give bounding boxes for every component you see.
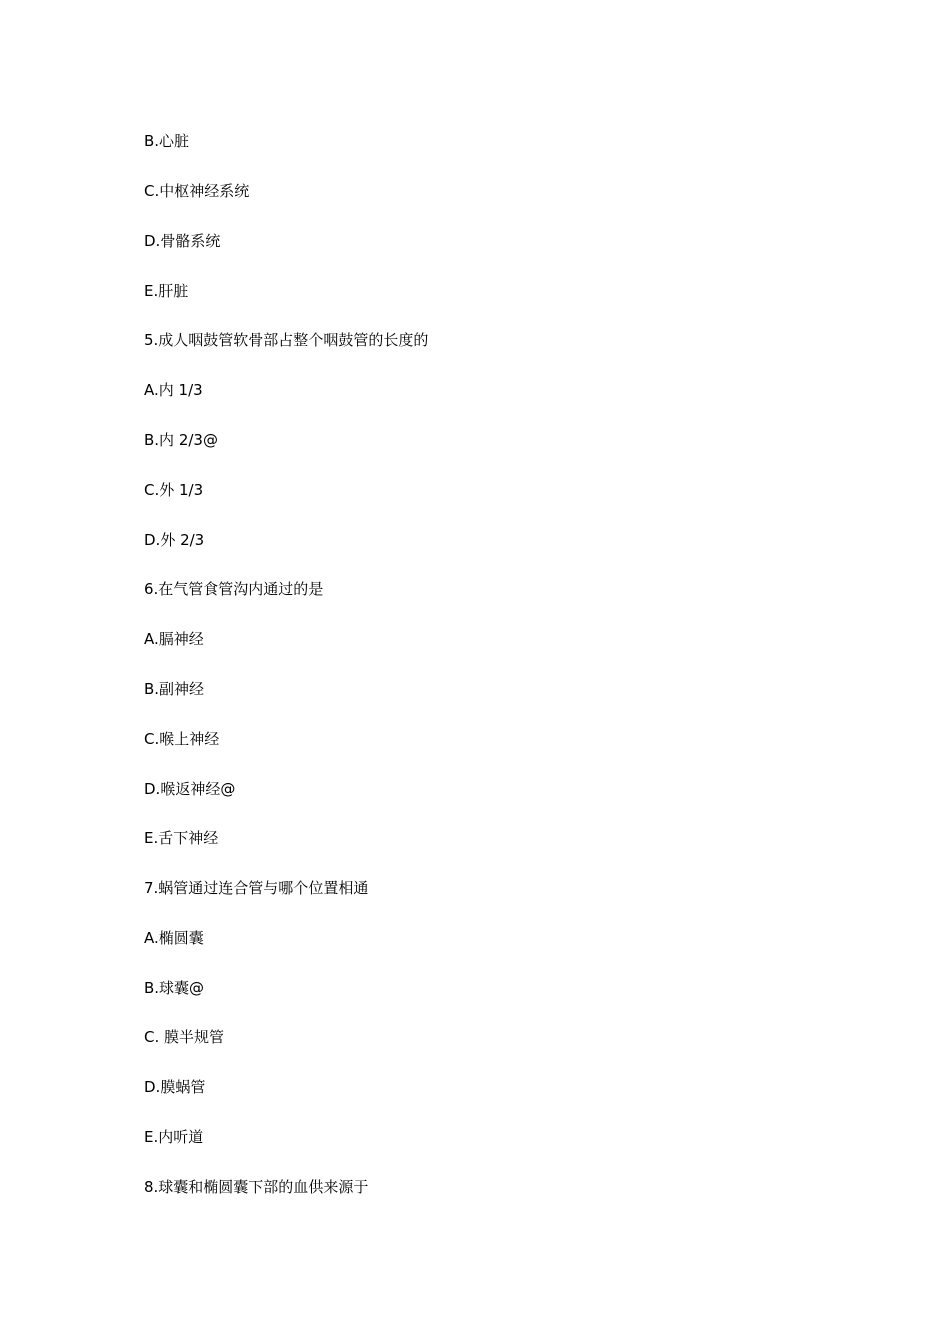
q6-option-e: E.舌下神经 [144, 829, 219, 847]
q5-option-b: B.内 2/3@ [144, 431, 218, 449]
q7-option-d: D.膜蜗管 [144, 1078, 206, 1096]
q7-option-a: A.椭圆囊 [144, 929, 204, 947]
q6-option-c: C.喉上神经 [144, 730, 220, 748]
option-d-skeletal: D.骨骼系统 [144, 232, 221, 250]
q7-option-b: B.球囊@ [144, 979, 205, 997]
q5-option-a: A.内 1/3 [144, 381, 203, 399]
question-6: 6.在气管食管沟内通过的是 [144, 580, 324, 598]
q5-option-d: D.外 2/3 [144, 531, 205, 549]
option-b-heart: B.心脏 [144, 132, 190, 150]
option-e-liver: E.肝脏 [144, 282, 189, 300]
q5-option-c: C.外 1/3 [144, 481, 204, 499]
question-8: 8.球囊和椭圆囊下部的血供来源于 [144, 1178, 369, 1196]
q6-option-b: B.副神经 [144, 680, 205, 698]
q7-option-c: C. 膜半规管 [144, 1028, 225, 1046]
q6-option-a: A.膈神经 [144, 630, 204, 648]
question-5: 5.成人咽鼓管软骨部占整个咽鼓管的长度的 [144, 331, 429, 349]
q6-option-d: D.喉返神经@ [144, 780, 236, 798]
question-7: 7.蜗管通过连合管与哪个位置相通 [144, 879, 369, 897]
option-c-cns: C.中枢神经系统 [144, 182, 250, 200]
q7-option-e: E.内听道 [144, 1128, 204, 1146]
